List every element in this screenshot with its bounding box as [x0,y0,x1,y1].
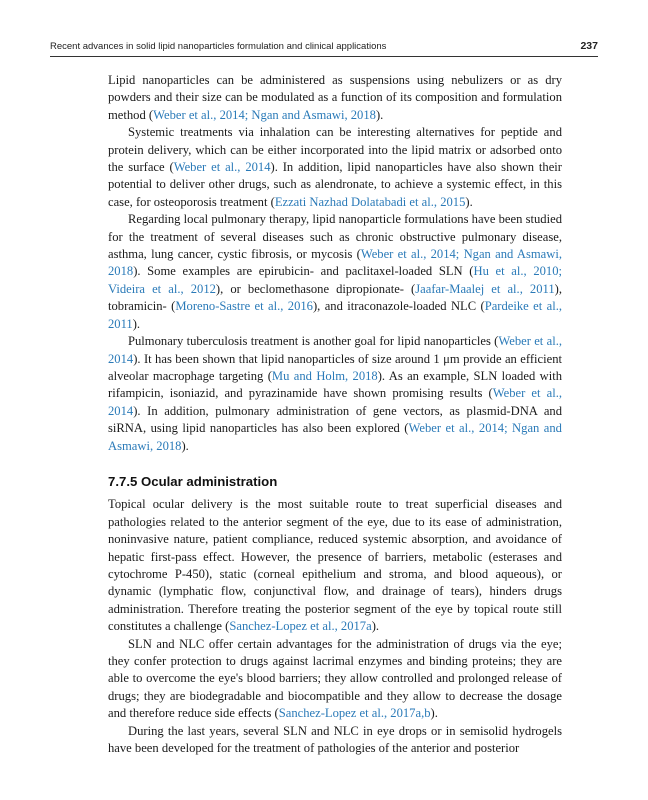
paragraph: Topical ocular delivery is the most suitable route to treat superficial diseases and pathologies related to the anterior segment of the eye, due to its ease of administration, noninvasive nature, patient compliance, reduced systemic absorption, and avoidance of hepatic first-pass effect. However, the presence of barriers, metabolic (esterases and cytochrome P-450), static (corneal epithelium and stroma, and blood aqueous), or dynamic (lymphatic flow, conjunctival flow, and drainage of tears), hinders drugs administration. Therefore treating the posterior segment of the eye by topical route still constitutes a challenge (Sanchez-Lopez et al., 2017a). [108,497,562,634]
citation-link[interactable]: Weber et al., 2014; Ngan and Asmawi, 2018 [108,421,562,453]
citation-link[interactable]: Ezzati Nazhad Dolatabadi et al., 2015 [274,194,466,209]
citation-link[interactable]: Weber et al., 2014; Ngan and Asmawi, 2018 [108,247,562,279]
citation-link[interactable]: Sanchez-Lopez et al., 2017a,b [278,706,431,721]
citation-link[interactable]: Mu and Holm, 2018 [271,368,378,383]
section-heading: 7.7.5 Ocular administration [108,473,278,489]
citation-link[interactable]: Jaafar-Maalej et al., 2011 [415,281,555,296]
citation-link[interactable]: Weber et al., 2014 [173,160,271,175]
paragraph: SLN and NLC offer certain advantages for the administration of drugs via the eye; they confer protection to drugs against lacrimal enzymes and binding proteins; they are able to overcome the eye's blood barriers; they allow controlled and prolonged release of drugs; they are biodegradable and biocompatible and they allow to decrease the dosage and therefore reduce side effects (Sanchez-Lopez et al., 2017a,b). [108,636,562,721]
citation-link[interactable]: Pardeike et al., 2011 [108,299,562,331]
citation-link[interactable]: Weber et al., 2014; Ngan and Asmawi, 2018 [153,107,376,122]
paragraph: During the last years, several SLN and NLC in eye drops or in semisolid hydrogels have been developed for the treatment of pathologies of the anterior and posterior [108,723,562,756]
paragraph: Pulmonary tuberculosis treatment is another goal for lipid nanoparticles (Weber et al., 2014). It has been shown that lipid nanoparticles of size around 1 μm provide an efficient alveolar macrophage targeting (Mu and Holm, 2018). As an example, SLN loaded with rifampicin, isoniazid, and pyrazinamide have shown promising results (Weber et al., 2014). In addition, pulmonary administration of gene vectors, as plasmid-DNA and siRNA, using lipid nanoparticles has also been explored (Weber et al., 2014; Ngan and Asmawi, 2018). [108,334,563,453]
running-header [50,40,598,57]
page-number: 237 [580,40,598,52]
citation-link[interactable]: Sanchez-Lopez et al., 2017a [229,619,372,634]
body-text [108,72,562,757]
citation-link[interactable]: Hu et al., 2010; Videira et al., 2012 [108,264,563,296]
running-title: Recent advances in solid lipid nanoparticles formulation and clinical applications [50,41,387,52]
citation-link[interactable]: Weber et al., 2014 [108,334,562,366]
paragraph: Systemic treatments via inhalation can be interesting alternatives for peptide and protein delivery, which can be either incorporated into the lipid matrix or adsorbed onto the surface (Weber et al., 2014). In addition, lipid nanoparticles have also shown their potential to deliver other drugs, such as alendronate, to achieve a systemic effect, in this case, for osteoporosis treatment (Ezzati Nazhad Dolatabadi et al., 2015). [108,125,562,209]
citation-link[interactable]: Weber et al., 2014 [108,386,563,418]
citation-link[interactable]: Moreno-Sastre et al., 2016 [175,299,313,314]
paragraph: Lipid nanoparticles can be administered as suspensions using nebulizers or as dry powders and their size can be modulated as a function of its composition and formulation method (Weber et al., 2014; Ngan and Asmawi, 2018). [108,73,562,122]
paragraph: Regarding local pulmonary therapy, lipid nanoparticle formulations have been studied for the treatment of several diseases such as chronic obstructive pulmonary disease, asthma, lung cancer, cystic fibrosis, or mycosis (Weber et al., 2014; Ngan and Asmawi, 2018). Some examples are epirubicin- and paclitaxel-loaded SLN (Hu et al., 2010; Videira et al., 2012), or beclomethasone dipropionate- (Jaafar-Maalej et al., 2011), tobramicin- (Moreno-Sastre et al., 2016), and itraconazole-loaded NLC (Pardeike et al., 2011). [108,212,563,331]
